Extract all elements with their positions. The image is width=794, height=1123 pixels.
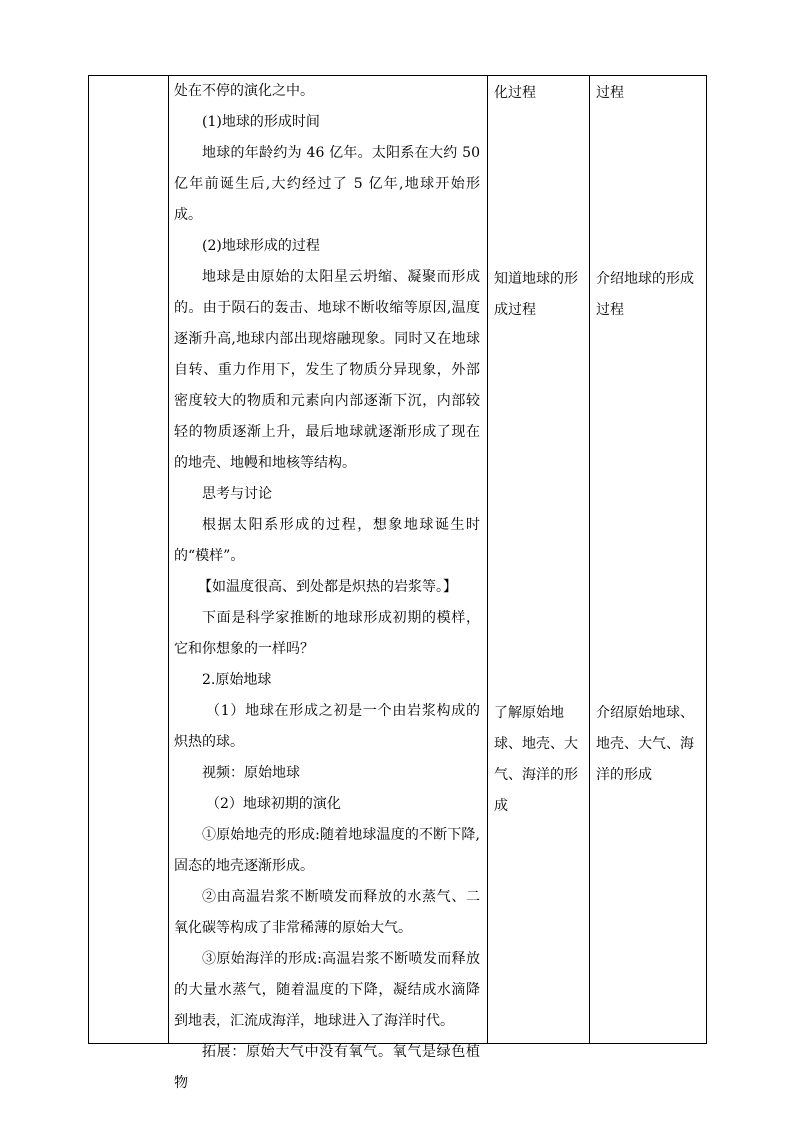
lesson-table: [88, 75, 707, 1091]
paragraph: ①原始地壳的形成:随着地球温度的不断下降,固态的地壳逐渐形成。: [174, 827, 480, 874]
design-intent-cell: [592, 76, 706, 1043]
paragraph: (1)地球的形成时间: [202, 114, 320, 130]
paragraph: ③原始海洋的形成:高温岩浆不断喷发而释放的大量水蒸气，随着温度的下降，凝结成水滴降到地表，汇流成海洋，地球进入了海洋时代。: [174, 951, 480, 1029]
table-divider: [589, 76, 590, 1043]
student-activity-cell: [490, 76, 588, 1043]
design-intent-text: 过程: [596, 85, 624, 101]
paragraph: 【如温度很高、到处都是炽热的岩浆等。】: [198, 579, 457, 595]
paragraph: ②由高温岩浆不断喷发而释放的水蒸气、二氧化碳等构成了非常稀薄的原始大气。: [174, 889, 480, 936]
paragraph: 下面是科学家推断的地球形成初期的模样，它和你想象的一样吗？: [174, 610, 480, 657]
table-divider: [168, 76, 169, 1043]
teaching-content-cell: [170, 76, 484, 1091]
paragraph: （1）地球在形成之初是一个由岩浆构成的炽热的球。: [174, 703, 480, 750]
paragraph: 地球是由原始的太阳星云坍缩、凝聚而形成的。由于陨石的轰击、地球不断收缩等原因,温度逐渐升高,地球内部出现熔融现象。同时又在地球自转、重力作用下，发生了物质分异现象，外部密度较大的物质和元素向内部逐渐下沉，内部较轻的物质逐渐上升，最后地球就逐渐形成了现在的地壳、地幔和地核等结构。: [174, 269, 480, 471]
design-intent-text: 介绍地球的形成过程: [596, 271, 694, 318]
paragraph: 根据太阳系形成的过程，想象地球诞生时的“模样”。: [174, 517, 480, 564]
paragraph: 拓展：原始大气中没有氧气。氧气是绿色植物: [174, 1044, 480, 1091]
student-activity-text: 化过程: [494, 85, 536, 101]
paragraph: (2)地球形成的过程: [202, 238, 320, 254]
paragraph: （2）地球初期的演化: [206, 796, 341, 812]
paragraph: 2.原始地球: [202, 672, 272, 688]
design-intent-text: 介绍原始地球、地壳、大气、海洋的形成: [596, 705, 694, 783]
paragraph: 视频：原始地球: [202, 765, 300, 781]
student-activity-text: 知道地球的形成过程: [494, 271, 578, 318]
paragraph: 思考与讨论: [202, 486, 272, 502]
paragraph: 地球的年龄约为 46 亿年。太阳系在大约 50 亿年前诞生后,大约经过了 5 亿年,地球开始形成。: [174, 145, 480, 223]
paragraph: 处在不停的演化之中。: [174, 83, 314, 99]
student-activity-text: 了解原始地球、地壳、大气、海洋的形成: [494, 705, 578, 814]
table-divider: [487, 76, 488, 1043]
